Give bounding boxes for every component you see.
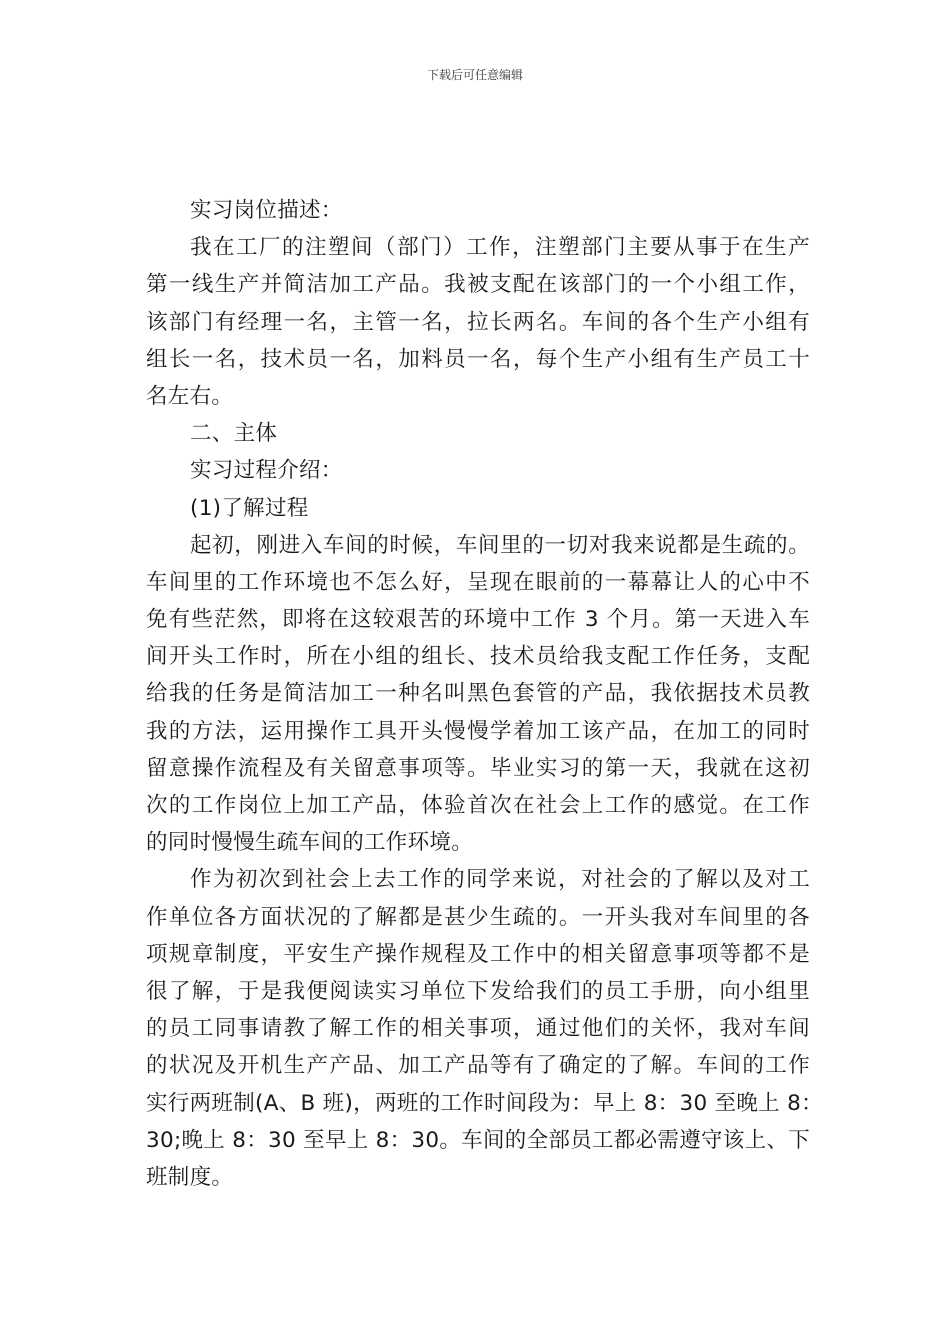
text-line: 次的工作岗位上加工产品，体验首次在社会上工作的感觉。在工作 bbox=[146, 793, 810, 818]
text-line: (1)了解过程 bbox=[190, 495, 309, 521]
text-line: 二、主体 bbox=[190, 421, 278, 447]
text-line: 起初，刚进入车间的时候，车间里的一切对我来说都是生疏的。 bbox=[190, 532, 810, 558]
text-line: 我的方法，运用操作工具开头慢慢学着加工该产品，在加工的同时 bbox=[146, 718, 810, 744]
text-line: 组长一名，技术员一名，加料员一名，每个生产小组有生产员工十 bbox=[146, 346, 810, 372]
text-line: 第一线生产并简洁加工产品。我被支配在该部门的一个小组工作， bbox=[146, 272, 810, 298]
text-line: 留意操作流程及有关留意事项等。毕业实习的第一天，我就在这初 bbox=[146, 755, 810, 781]
text-line: 实行两班制(A、B 班)，两班的工作时间段为：早上 8：30 至晚上 8： bbox=[146, 1090, 823, 1116]
text-line: 项规章制度，平安生产操作规程及工作中的相关留意事项等都不是 bbox=[146, 941, 810, 967]
page-header: 下载后可任意编辑 bbox=[426, 68, 523, 82]
text-line: 30;晚上 8：30 至早上 8：30。车间的全部员工都必需遵守该上、下 bbox=[146, 1127, 810, 1153]
text-line: 该部门有经理一名，主管一名，拉长两名。车间的各个生产小组有 bbox=[146, 309, 810, 335]
text-line: 名左右。 bbox=[146, 383, 234, 409]
text-line: 车间里的工作环境也不怎么好，呈现在眼前的一幕幕让人的心中不 bbox=[146, 569, 810, 595]
text-line: 我在工厂的注塑间（部门）工作，注塑部门主要从事于在生产 bbox=[190, 235, 810, 261]
text-line: 实习岗位描述： bbox=[190, 198, 343, 223]
text-line: 作单位各方面状况的了解都是甚少生疏的。一开头我对车间里的各 bbox=[146, 904, 810, 930]
text-line: 间开头工作时，所在小组的组长、技术员给我支配工作任务，支配 bbox=[146, 644, 810, 670]
text-line: 给我的任务是简洁加工一种名叫黑色套管的产品，我依据技术员教 bbox=[146, 681, 810, 707]
text-line: 班制度。 bbox=[146, 1164, 234, 1190]
document-body bbox=[146, 192, 823, 1196]
text-line: 作为初次到社会上去工作的同学来说，对社会的了解以及对工 bbox=[190, 867, 810, 893]
text-line: 很了解，于是我便阅读实习单位下发给我们的员工手册，向小组里 bbox=[146, 978, 810, 1004]
text-line: 的同时慢慢生疏车间的工作环境。 bbox=[146, 830, 474, 856]
text-line: 实习过程介绍： bbox=[190, 458, 343, 484]
text-line: 免有些茫然，即将在这较艰苦的环境中工作 3 个月。第一天进入车 bbox=[146, 607, 810, 633]
text-line: 的员工同事请教了解工作的相关事项，通过他们的关怀，我对车间 bbox=[146, 1016, 810, 1042]
text-line: 的状况及开机生产产品、加工产品等有了确定的了解。车间的工作 bbox=[146, 1053, 810, 1079]
